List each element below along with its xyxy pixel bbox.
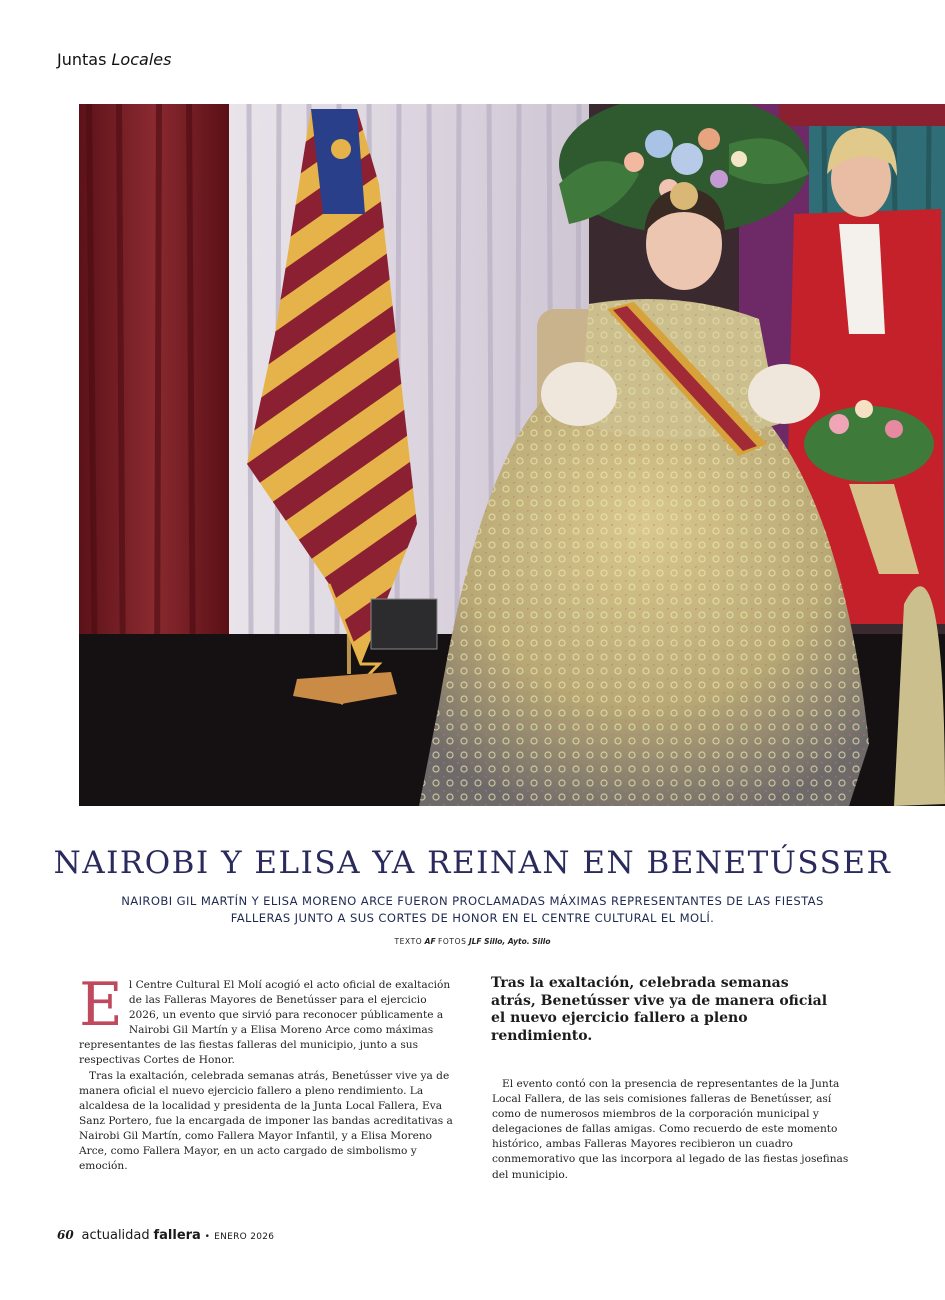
photo-illustration	[79, 104, 945, 806]
article-paragraph-2: Tras la exaltación, celebrada semanas atrás, Benetússer vive ya de manera oficial el nuevo ejercicio fallero a pleno rendimiento. La alcaldesa de la localidad y presidenta de la Junta Local Fallera, Eva Sanz Portero, fue la encargada de imponer las bandas acreditativas a Nairobi Gil Martín, como Fallera Mayor Infantil, y a Elisa Moreno Arce, como Fallera Mayor, en un acto cargado de simbolismo y emoción.	[79, 1069, 453, 1173]
article-paragraph-3: El evento contó con la presencia de representantes de la Junta Local Fallera, de las seis comisiones falleras de Benetússer, así como de numerosos miembros de la corporación municipal y delegaciones de fallas amigas. Como recuerdo de este momento histórico, ambas Falleras Mayores recibieron un cuadro conmemorativo que las incorpora al legado de las fiestas josefinas del municipio.	[492, 1078, 849, 1181]
article-subhead: NAIROBI GIL MARTÍN Y ELISA MORENO ARCE FUERON PROCLAMADAS MÁXIMAS REPRESENTANTES DE LAS FIESTAS FALLERAS JUNTO A SUS CORTES DE HONOR EN EL CENTRE CULTURAL EL MOLÍ.	[121, 894, 824, 925]
drop-cap: E	[79, 970, 123, 1040]
section-label	[57, 50, 171, 69]
brand-light: actualidad	[81, 1228, 150, 1243]
article-paragraph-1	[79, 970, 457, 1069]
pull-quote: Tras la exaltación, celebrada semanas atrás, Benetússer vive ya de manera oficial el nuevo ejercicio fallero a pleno rendimiento.	[491, 975, 828, 1044]
main-photo	[79, 104, 945, 806]
page-number: 60	[57, 1228, 74, 1242]
page-footer	[57, 1228, 274, 1243]
article-credits	[0, 937, 945, 946]
article-column-right	[492, 1077, 852, 1183]
section-label-main: Juntas	[57, 50, 107, 69]
credits-photo-label: FOTOS	[438, 937, 467, 946]
credits-text-author: AF	[424, 937, 436, 946]
paragraph-1-text: l Centre Cultural El Molí acogió el acto oficial de exaltación de las Falleras Mayores de Benetússer para el ejercicio 2026, un evento que sirvió para reconocer públicamente a Nairobi Gil Martín y a Elisa Moreno Arce como máximas representantes de las fiestas falleras del municipio, junto a sus respectivas Cortes de Honor.	[79, 979, 451, 1067]
article-column-left	[79, 970, 457, 1174]
brand-bold: fallera	[153, 1228, 201, 1243]
footer-separator: •	[204, 1232, 211, 1242]
credits-text-label: TEXTO	[394, 937, 423, 946]
credits-photo-author: JLF Sillo, Ayto. Sillo	[468, 937, 551, 946]
section-label-italic: Locales	[111, 50, 172, 69]
issue-date: ENERO 2026	[214, 1232, 275, 1242]
article-headline: NAIROBI Y ELISA YA REINAN EN BENETÚSSER	[53, 845, 892, 881]
